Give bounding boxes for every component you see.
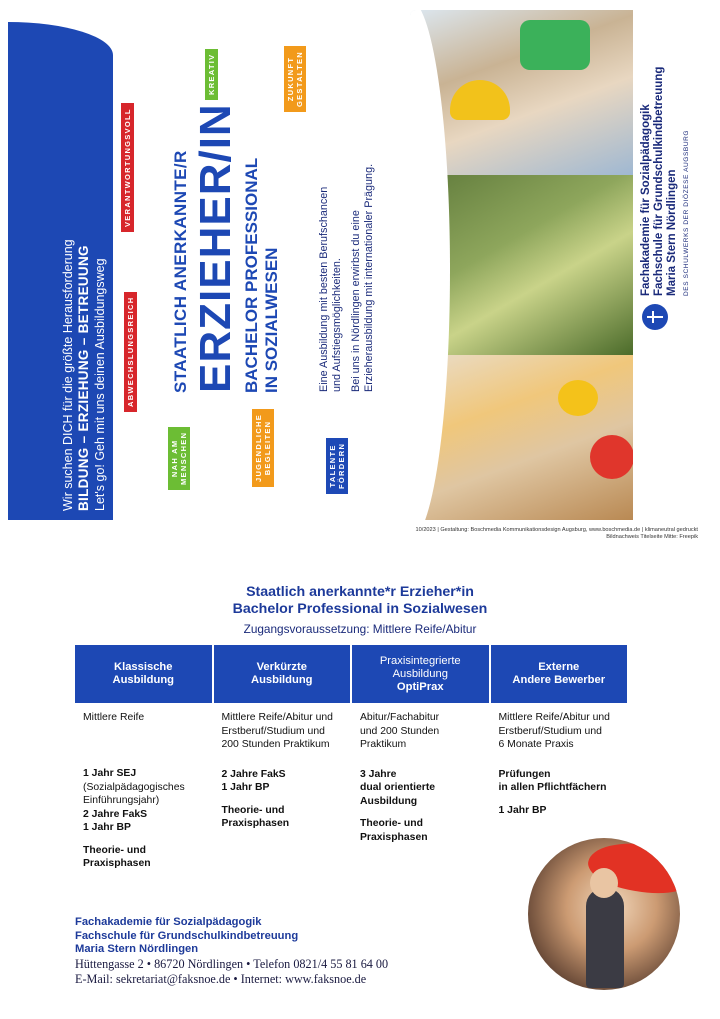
tag-label: ZUKUNFT [286, 56, 295, 102]
phase-line: Theorie- und [83, 844, 146, 856]
contact-name-line: Fachschule für Grundschulkindbetreuung [75, 929, 299, 942]
banner-line-3: Let's go! Geh mit uns deinen Ausbildungsweg [93, 258, 107, 511]
banner-line-1: Wir suchen DICH für die größte Herausforderung [61, 239, 75, 511]
description-paragraph-1 [318, 112, 344, 392]
header-text: Ausbildung [112, 674, 175, 686]
requirement-line: und 200 Stunden [360, 725, 440, 737]
school-subtitle: DES SCHULWERKS DER DIÖZESE AUGSBURG [683, 129, 690, 296]
access-requirement: Zugangsvoraussetzung: Mittlere Reife/Abitur [243, 622, 477, 636]
headline-line-4: IN SOZIALWESEN [262, 247, 281, 393]
photo-detail [586, 888, 624, 988]
phase-line: Theorie- und [360, 818, 423, 829]
banner-text [60, 21, 108, 511]
header-text: Praxisintegrierte [379, 654, 461, 667]
column-optiprax [352, 711, 489, 880]
tag-label: ABWECHSLUNGSREICH [126, 296, 135, 407]
tag-label: FÖRDERN [337, 442, 346, 489]
duration [360, 768, 489, 809]
credit-line: 10/2023 | Gestaltung: Boschmedia Kommunikationsdesign Augsburg, www.boschmedia.de | klimaneutral gedruckt [415, 527, 698, 533]
credit-line: Bildnachweis Titelseite Mitte: Freepik [606, 534, 698, 540]
school-logo [640, 10, 692, 330]
photo-detail [590, 868, 618, 898]
duration-line: 2 Jahre FakS [221, 768, 286, 780]
phases [499, 804, 628, 818]
requirement-line: Abitur/Fachabitur [360, 712, 440, 723]
tag-label: KREATIV [207, 53, 216, 95]
header-text: Externe [538, 661, 580, 673]
phase-line: 1 Jahr BP [498, 804, 547, 816]
duration-line: 1 Jahr BP [83, 822, 131, 833]
description [318, 112, 382, 392]
header-text: Ausbildung [392, 667, 448, 680]
tag-verantwortungsvoll [121, 103, 134, 232]
description-paragraph-2 [350, 112, 376, 392]
phase-line: Theorie- und [221, 804, 285, 816]
header-text: Klassische [114, 661, 173, 673]
headline-line-1: STAATLICH ANERKANNTE/R [171, 150, 190, 393]
school-name [640, 10, 692, 296]
photo-detail [558, 380, 598, 416]
tag-label: MENSCHEN [179, 431, 188, 485]
requirements [499, 711, 628, 752]
print-credit [416, 527, 698, 541]
phases [222, 804, 351, 831]
duration-line: 2 Jahre FakS [83, 808, 148, 820]
tag-jugendliche-begleiten [252, 409, 274, 487]
school-name-line: Maria Stern Nördlingen [666, 169, 678, 296]
duration-line: 1 Jahr BP [221, 782, 270, 793]
contact-address: Hüttengasse 2 • 86720 Nördlingen • Telefon 0821/4 55 81 64 00 [75, 956, 389, 971]
column-header-shortened [214, 645, 351, 703]
tag-abwechslungsreich [124, 292, 137, 412]
phase-line: Praxisphasen [360, 831, 428, 843]
column-shortened [214, 711, 351, 880]
banner-line-2: BILDUNG – ERZIEHUNG – BETREUUNG [76, 245, 91, 511]
description-text: und Aufstiegsmöglichkeiten. [331, 258, 343, 392]
requirement-line: 200 Stunden Praktikum [221, 739, 330, 750]
duration [499, 768, 628, 795]
column-header-classic [75, 645, 212, 703]
tag-label: TALENTE [328, 444, 337, 488]
requirements [360, 711, 489, 752]
requirement-line: Mittlere Reife/Abitur und [221, 712, 333, 723]
tag-zukunft-gestalten [284, 46, 306, 112]
column-classic [75, 711, 212, 880]
headline-line-3: BACHELOR PROFESSIONAL [242, 157, 261, 393]
description-text: Bei uns in Nördlingen erwirbst du eine [350, 210, 362, 392]
tag-label: JUGENDLICHE [254, 413, 263, 482]
duration-line: in allen Pflichtfächern [498, 782, 607, 793]
phases [360, 817, 489, 844]
tag-talente-foerdern [326, 438, 348, 494]
dancer-photo [528, 838, 680, 990]
title-line-1: Staatlich anerkannte*r Erzieher*in [246, 584, 474, 600]
title-line-2: Bachelor Professional in Sozialwesen [232, 601, 488, 617]
description-text: Erzieherausbildung mit internationaler Prägung. [363, 163, 375, 392]
requirements [83, 711, 212, 751]
column-header-optiprax [352, 645, 489, 703]
header-text: Ausbildung [250, 674, 313, 686]
cross-icon [642, 304, 668, 330]
school-name-line: Fachschule für Grundschulkindbetreuung [653, 66, 665, 296]
duration-line: (Sozialpädagogisches [83, 781, 185, 793]
column-header-external [491, 645, 628, 703]
duration [83, 767, 212, 835]
duration-line: Prüfungen [498, 768, 551, 780]
duration [222, 768, 351, 795]
header-text: Verkürzte [256, 661, 307, 673]
header-text: OptiPrax [396, 680, 444, 693]
duration-line: 1 Jahr SEJ [83, 768, 137, 779]
duration-line: Ausbildung [360, 795, 418, 807]
tag-label: NAH AM [170, 439, 179, 478]
phase-line: Praxisphasen [221, 818, 290, 829]
photo-detail [520, 20, 590, 70]
requirement-line: Erstberuf/Studium und [221, 725, 325, 737]
requirement-line: 6 Monate Praxis [498, 739, 574, 750]
tag-label: BEGLEITEN [263, 420, 272, 476]
header-row [75, 645, 627, 703]
contact-block [75, 916, 388, 988]
school-name-line: Fachakademie für Sozialpädagogik [640, 104, 652, 296]
training-overview [75, 645, 627, 880]
headline [170, 93, 282, 393]
duration-line: dual orientierte [360, 782, 436, 793]
tag-label: GESTALTEN [295, 50, 304, 107]
phase-line: Praxisphasen [83, 858, 151, 869]
photo-collage [410, 10, 633, 520]
requirement-line: Praktikum [360, 739, 407, 750]
phases [83, 844, 212, 871]
requirements [222, 711, 351, 752]
duration-line: Einführungsjahr) [83, 795, 160, 806]
tag-label: VERANTWORTUNGSVOLL [123, 108, 132, 227]
section-title [0, 584, 720, 637]
photo-detail [590, 435, 633, 479]
header-text: Andere Bewerber [512, 674, 606, 686]
tag-nah-am-menschen [168, 427, 190, 490]
contact-name-line: Maria Stern Nördlingen [75, 943, 199, 955]
column-body-row [75, 711, 627, 880]
contact-email-web: E-Mail: sekretariat@faksnoe.de • Internet: www.faksnoe.de [75, 972, 367, 986]
requirement-line: Erstberuf/Studium und [498, 725, 602, 737]
duration-line: 3 Jahre [360, 768, 397, 780]
description-text: Eine Ausbildung mit besten Berufschancen [318, 186, 330, 392]
requirement-line: Mittlere Reife/Abitur und [498, 712, 610, 723]
requirement-line: Mittlere Reife [83, 712, 145, 723]
headline-main: ERZIEHER/IN [191, 103, 240, 393]
contact-name-line: Fachakademie für Sozialpädagogik [75, 916, 262, 928]
